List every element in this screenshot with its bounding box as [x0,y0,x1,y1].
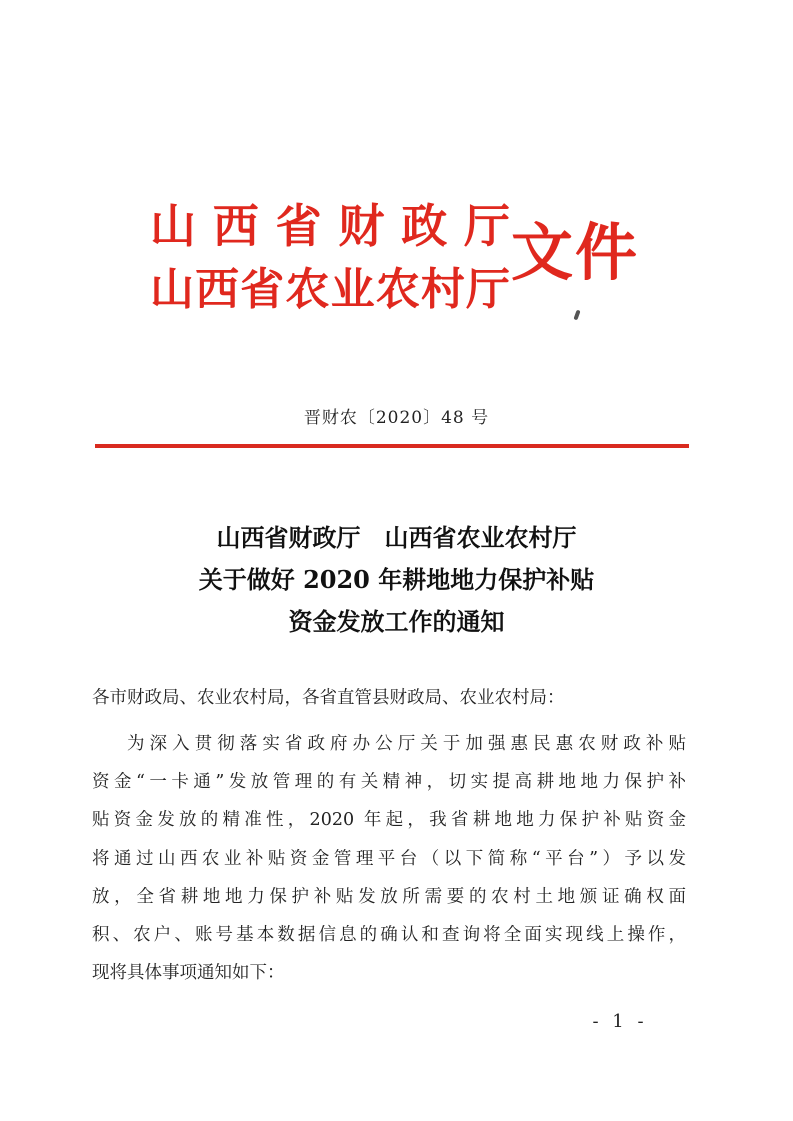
page-number: - 1 - [592,1011,648,1032]
body-paragraph-line: 放，全省耕地地力保护补贴发放所需要的农村土地颁证确权面 [92,887,686,907]
issuer-line-1: 山西省财政厅 [150,199,510,253]
title-line-1: 山西省财政厅 山西省农业农村厅 [216,523,577,552]
scan-speck [573,310,580,321]
red-header-rule [95,444,689,448]
issuer-line-2: 山西省农业农村厅 [150,264,510,315]
body-paragraph-line: 贴资金发放的精准性，2020 年起，我省耕地地力保护补贴资金 [92,810,686,830]
body-paragraph-line: 将通过山西农业补贴资金管理平台（以下简称“平台”）予以发 [92,849,686,869]
body-paragraph-line: 为深入贯彻落实省政府办公厅关于加强惠民惠农财政补贴 [127,734,686,754]
document-type-mark: 文件 [510,216,639,289]
title-line-3: 资金发放工作的通知 [288,607,505,636]
document-number: 晋财农〔2020〕48 号 [303,408,490,428]
body-paragraph-line: 积、农户、账号基本数据信息的确认和查询将全面实现线上操作， [92,925,686,945]
body-paragraph-line: 现将具体事项通知如下： [92,963,285,983]
title-line-2: 关于做好 2020 年耕地地力保护补贴 [198,565,595,594]
addressee-line: 各市财政局、农业农村局，各省直管县财政局、农业农村局： [92,688,565,708]
body-paragraph-line: 资金“一卡通”发放管理的有关精神，切实提高耕地地力保护补 [92,772,686,792]
